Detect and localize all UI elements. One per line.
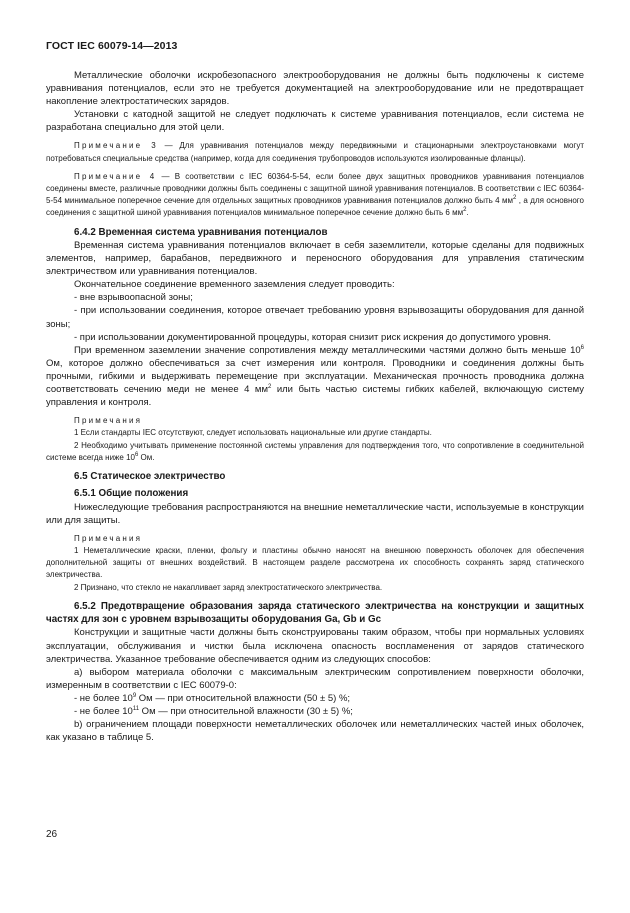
heading-6-5-2: 6.5.2 Предотвращение образования заряда статического электричества на конструкции и защитных частях для зон с уровнем взрывозащиты оборудования Ga, Gb и Gc xyxy=(46,600,584,626)
heading-6-4-2: 6.4.2 Временная система уравнивания потенциалов xyxy=(74,226,328,238)
note-3-text: — Для уравнивания потенциалов между передвижными и стационарными электроустановками могут потребоваться специальные средства (например, когда для соединения трубопроводов используются изолированные фланцы). xyxy=(46,141,584,163)
note-item: 2 Необходимо учитывать применение постоянной системы управления для подтверждения того, что сопротивление в соединительной системе всегда ниже $10^6$ Ом. xyxy=(46,440,584,462)
paragraph-temporary-system: Временная система уравнивания потенциалов включает в себя заземлители, которые сделаны для подвижных элементов, например, барабанов, передвижного и переносного оборудования для управления статическим электричеством или уравнивания потенциалов. xyxy=(46,239,584,278)
heading-6-5-1: 6.5.1 Общие положения xyxy=(74,488,189,500)
note-4: Примечание 4 — В соответствии с IEC 60364-5-54, если более двух защитных проводников уравнивания потенциалов соединены вместе, различные проводники должны быть соединены с защитной шиной уравнивания потенциалов. В соответствии с IEC 60364-5-54 минимальное поперечное сечение для отдельных защитных проводников уравнивания потенциалов должно быть 4 $мм^2$ , а для основного соединения с защитной шиной уравнивания потенциалов минимальное поперечное сечение должно быть 6 $мм^2$. xyxy=(46,171,584,218)
document-page xyxy=(46,40,584,744)
paragraph-final-connection: Окончательное соединение временного заземления следует проводить: xyxy=(74,279,395,291)
note-item: 1 Если стандарты IEC отсутствуют, следует использовать национальные или другие стандарты. xyxy=(74,428,432,438)
list-item: - не более $10^9$ Ом — при относительной влажности (50 ± 5) %; xyxy=(74,692,351,704)
document-header: ГОСТ IEC 60079-14—2013 xyxy=(46,40,178,52)
page-number: 26 xyxy=(46,829,58,840)
note-4-label: Примечание 4 xyxy=(74,171,157,181)
paragraph-method-b: b) ограничением площади поверхности неметаллических оболочек или неметаллических частей иных оболочек, как указано в таблице 5. xyxy=(46,719,584,744)
heading-6-5: 6.5 Статическое электричество xyxy=(74,471,226,483)
notes-label: Примечания xyxy=(74,416,143,426)
paragraph-cathodic-protection: Установки с катодной защитой не следует подключать к системе уравнивания потенциалов, если система не разработана специально для этой цели. xyxy=(46,109,584,134)
list-item: - при использовании документированной процедуры, которая снизит риск искрения до допустимого уровня. xyxy=(74,331,552,343)
paragraph-metal-enclosures: Металлические оболочки искробезопасного электрооборудования не должны быть подключены к системе уравнивания потенциалов, если это не требуется документацией на электрооборудование или не предотвращает накопление электростатических зарядов. xyxy=(46,70,584,108)
list-item: - при использовании соединения, которое отвечает требованию уровня взрывозащиты оборудования для данной зоны; xyxy=(46,305,584,330)
paragraph-resistance: При временном заземлении значение сопротивления между металлическими частями должно быть меньше $10^6$ Ом, которое должно обеспечиваться за счет измерения или контроля. Проводники и соединения должны быть прочными, гибкими и выдерживать перемещение при эксплуатации. Механическая прочность проводника должна соответствовать сечению меди не менее 4 $мм^2$ или быть частью системы гибких кабелей, включающую систему управления и контроля. xyxy=(46,344,584,409)
paragraph-construction: Конструкции и защитные части должны быть сконструированы таким образом, чтобы при нормальных условиях эксплуатации, обслуживания и чистки была исключена опасность воспламенения от зарядов статического электричества. Указанное требование обеспечивается одним из следующих способов: xyxy=(46,627,584,665)
note-3 xyxy=(46,140,584,164)
note-item: 1 Неметаллические краски, пленки, фольгу и пластины обычно наносят на внешнюю поверхность оболочек для обеспечения дополнительной защиты от внешних воздействий. В настоящем разделе рассмотрена их способность сохранять заряд статического электричества. xyxy=(46,546,584,580)
note-3-label: Примечание 3 xyxy=(74,141,158,151)
paragraph-requirements: Нижеследующие требования распространяются на внешние неметаллические части, используемые в конструкции или для защиты. xyxy=(46,501,584,526)
notes-label: Примечания xyxy=(74,533,143,543)
note-item: 2 Признано, что стекло не накапливает заряд электростатического электричества. xyxy=(74,582,383,592)
list-item: - не более $10^{11}$ Ом — при относительной влажности (30 ± 5) %; xyxy=(74,705,353,717)
list-item: - вне взрывоопасной зоны; xyxy=(74,292,193,304)
paragraph-method-a: а) выбором материала оболочки с максимальным электрическим сопротивлением поверхности оболочки, измеренным в соответствии с IEC 60079-0: xyxy=(46,666,584,691)
